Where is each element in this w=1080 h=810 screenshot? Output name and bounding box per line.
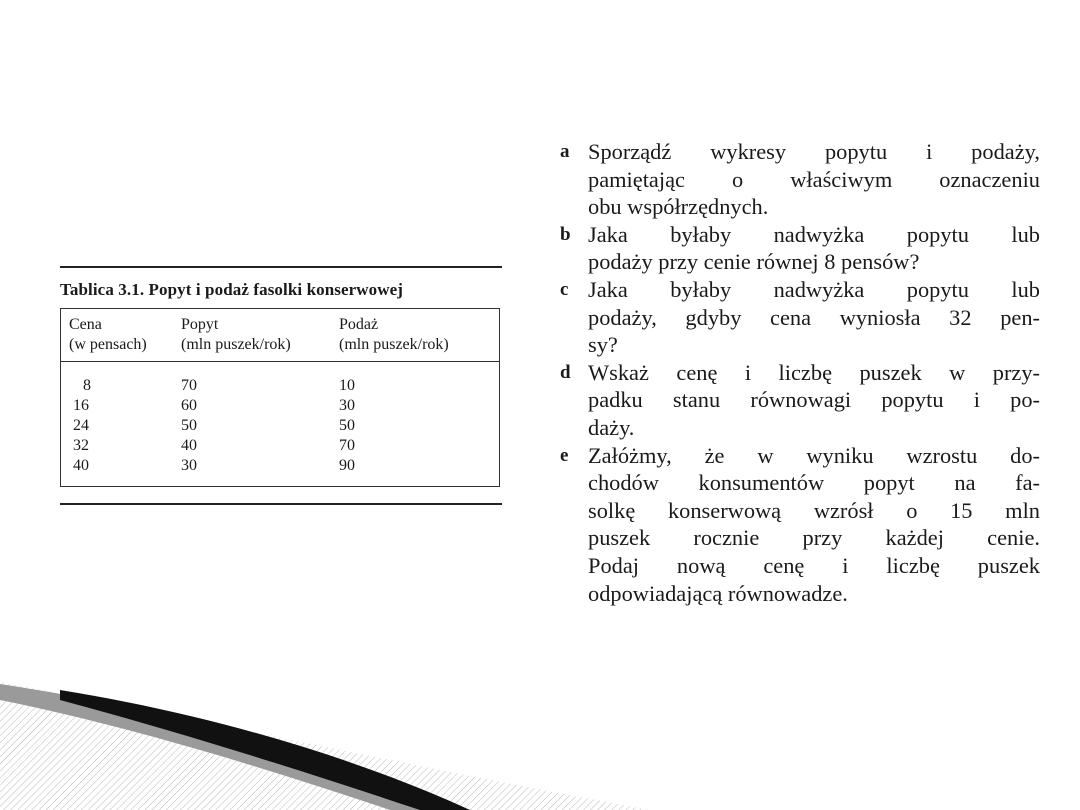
table-block [60,266,502,505]
price-cell: 16 [73,397,89,414]
question-line: pamiętając o właściwym oznaczeniu [588,166,1040,192]
price-cell: 24 [73,417,89,434]
question-list [560,138,1040,607]
table-body [61,362,499,486]
demand-cell: 30 [181,457,197,474]
question-d [560,359,1040,442]
question-letter: e [560,444,569,466]
question-line: obu współrzędnych. [588,194,769,220]
question-text [588,138,1040,221]
question-line: padku stanu równowagi popytu i po- [588,387,1040,413]
table-row [69,416,499,436]
demand-cell: 50 [181,417,197,434]
question-line: podaży, gdyby cena wyniosła 32 pen- [588,304,1040,330]
price-cell: 8 [83,377,91,394]
header-demand [181,315,339,355]
question-a [560,138,1040,221]
header-price [69,315,181,355]
question-line: sy? [588,332,618,358]
question-line: Podaj nową cenę i liczbę puszek [588,552,1040,578]
table-header [61,309,499,362]
question-e [560,442,1040,608]
header-demand-unit: (mln puszek/rok) [181,336,291,353]
supply-cell: 50 [339,417,355,434]
question-letter: a [560,141,570,162]
question-line: podaży przy cenie równej 8 pensów? [588,249,920,275]
question-text [588,221,1040,276]
demand-cell: 40 [181,437,197,454]
question-text [588,276,1040,359]
question-line: Załóżmy, że w wyniku wzrostu do- [588,442,1040,468]
header-supply-title: Podaż [339,316,379,333]
question-line: odpowiadającą równowadze. [588,580,848,606]
question-line: solkę konserwową wzrósł o 15 mln [588,497,1040,523]
supply-cell: 90 [339,457,355,474]
table-caption: Tablica 3.1. Popyt i podaż fasolki konserwowej [60,280,404,299]
question-letter: d [560,361,571,383]
table-row [69,436,499,456]
bottom-rule [60,503,502,505]
top-rule [60,266,502,268]
header-supply-unit: (mln puszek/rok) [339,336,449,353]
supply-cell: 30 [339,397,355,414]
header-price-unit: (w pensach) [69,336,147,353]
demand-cell: 60 [181,397,197,414]
price-cell: 40 [73,457,89,474]
question-line: Wskaż cenę i liczbę puszek w przy- [588,359,1040,385]
question-text [588,359,1040,442]
demand-cell: 70 [181,377,197,394]
header-supply [339,315,499,355]
question-line: puszek rocznie przy każdej cenie. [588,525,1040,551]
question-c [560,276,1040,359]
price-cell: 32 [73,437,89,454]
supply-demand-table [60,308,500,487]
supply-cell: 70 [339,437,355,454]
question-line: Jaka byłaby nadwyżka popytu lub [588,276,1040,302]
header-price-title: Cena [69,316,102,333]
question-letter: c [560,278,569,300]
supply-cell: 10 [339,377,355,394]
question-line: Jaka byłaby nadwyżka popytu lub [588,221,1040,247]
question-line: Sporządź wykresy popytu i podaży, [588,139,1040,164]
table-row [69,376,499,396]
question-line: daży. [588,414,635,440]
question-letter: b [560,223,571,245]
header-demand-title: Popyt [181,316,219,333]
question-text [588,442,1040,608]
table-row [69,456,499,476]
question-line: chodów konsumentów popyt na fa- [588,470,1040,496]
question-b [560,221,1040,276]
table-row [69,396,499,416]
